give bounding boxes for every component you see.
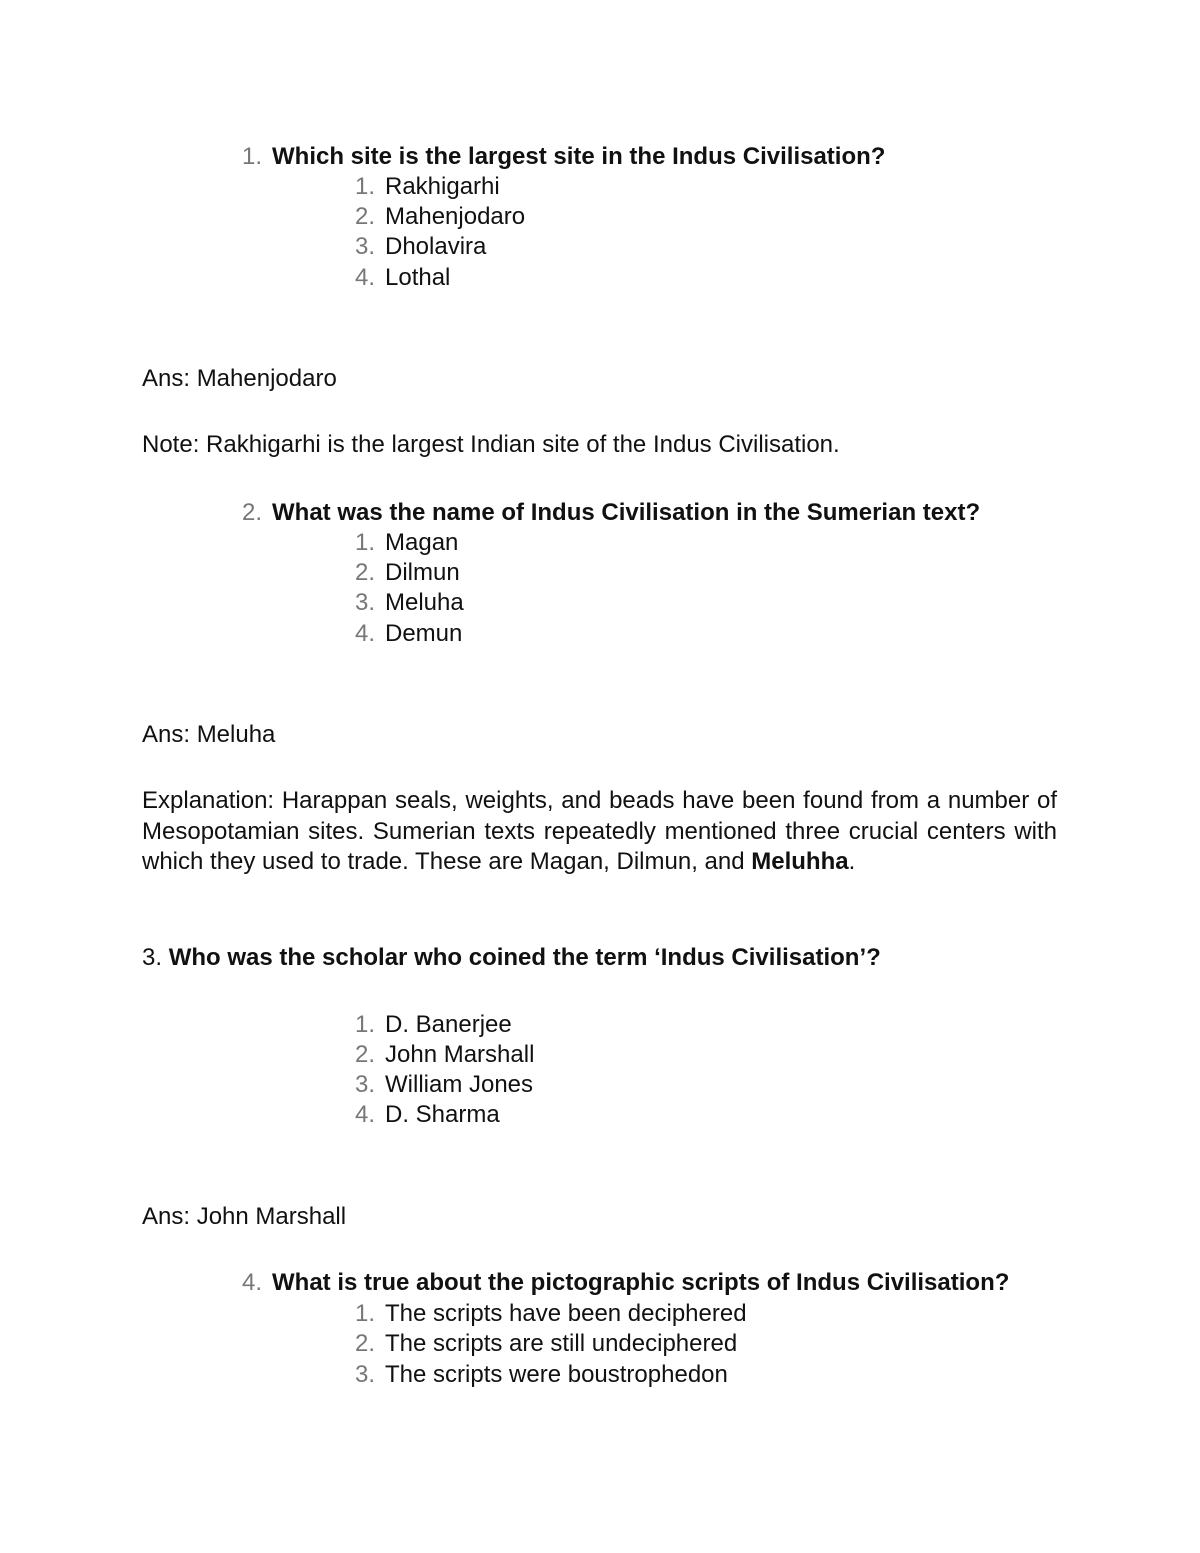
option-text: Magan bbox=[385, 529, 459, 556]
option-text: Meluha bbox=[385, 589, 464, 616]
option-text: Dholavira bbox=[385, 233, 487, 260]
explanation-text: Explanation: Harappan seals, weights, and beads have been found from a number of Mesopotamian sites. Sumerian texts repeatedly mentioned three crucial centers with which they used to trade. These are Magan, Dilmun, and bbox=[142, 787, 1057, 875]
option-item bbox=[339, 528, 458, 558]
question-number: 3. bbox=[142, 944, 163, 971]
option-text: William Jones bbox=[385, 1071, 534, 1098]
option-text: D. Sharma bbox=[385, 1101, 500, 1128]
option-item bbox=[339, 172, 500, 202]
option-text: Dilmun bbox=[385, 559, 460, 586]
option-number: 4. bbox=[354, 620, 375, 647]
option-number: 3. bbox=[354, 233, 375, 260]
question-text: Who was the scholar who coined the term ‘Indus Civilisation’? bbox=[168, 944, 881, 971]
explanation-2 bbox=[142, 786, 1057, 878]
option-text: The scripts were boustrophedon bbox=[385, 1361, 728, 1388]
question-3 bbox=[142, 943, 881, 973]
option-number: 2. bbox=[354, 1041, 375, 1068]
question-4 bbox=[226, 1268, 1009, 1298]
option-item bbox=[339, 558, 460, 588]
option-number: 2. bbox=[354, 1330, 375, 1357]
option-item bbox=[339, 1040, 534, 1070]
option-item bbox=[339, 1070, 533, 1100]
option-text: Lothal bbox=[385, 264, 451, 291]
option-item bbox=[339, 232, 486, 262]
option-number: 2. bbox=[354, 203, 375, 230]
note-1: Note: Rakhigarhi is the largest Indian site of the Indus Civilisation. bbox=[142, 431, 840, 458]
answer-1: Ans: Mahenjodaro bbox=[142, 365, 337, 392]
question-number: 2. bbox=[241, 499, 262, 526]
question-2 bbox=[226, 498, 980, 528]
option-text: Rakhigarhi bbox=[385, 173, 500, 200]
option-number: 4. bbox=[354, 264, 375, 291]
question-text: What was the name of Indus Civilisation in the Sumerian text? bbox=[272, 499, 981, 526]
option-text: John Marshall bbox=[385, 1041, 535, 1068]
option-text: D. Banerjee bbox=[385, 1011, 512, 1038]
option-number: 2. bbox=[354, 559, 375, 586]
option-item bbox=[339, 1360, 728, 1390]
option-item bbox=[339, 1100, 500, 1130]
option-text: Demun bbox=[385, 620, 463, 647]
question-text: Which site is the largest site in the Indus Civilisation? bbox=[272, 143, 886, 170]
option-number: 3. bbox=[354, 1361, 375, 1388]
question-text: What is true about the pictographic scripts of Indus Civilisation? bbox=[272, 1269, 1010, 1296]
option-number: 1. bbox=[354, 1300, 375, 1327]
question-number: 4. bbox=[241, 1269, 262, 1296]
option-number: 1. bbox=[354, 173, 375, 200]
answer-3: Ans: John Marshall bbox=[142, 1203, 347, 1230]
option-item bbox=[339, 619, 462, 649]
option-number: 3. bbox=[354, 589, 375, 616]
option-text: Mahenjodaro bbox=[385, 203, 526, 230]
option-number: 1. bbox=[354, 529, 375, 556]
answer-2: Ans: Meluha bbox=[142, 721, 276, 748]
option-text: The scripts have been deciphered bbox=[385, 1300, 747, 1327]
option-item bbox=[339, 202, 525, 232]
option-item bbox=[339, 263, 450, 293]
option-text: The scripts are still undeciphered bbox=[385, 1330, 738, 1357]
question-1 bbox=[226, 142, 885, 172]
explanation-bold-term: Meluhha bbox=[751, 848, 849, 875]
option-number: 1. bbox=[354, 1011, 375, 1038]
explanation-end: . bbox=[848, 848, 856, 875]
option-item bbox=[339, 1329, 737, 1359]
option-item bbox=[339, 588, 464, 618]
question-number: 1. bbox=[241, 143, 262, 170]
option-number: 4. bbox=[354, 1101, 375, 1128]
option-item bbox=[339, 1010, 512, 1040]
option-number: 3. bbox=[354, 1071, 375, 1098]
option-item bbox=[339, 1299, 747, 1329]
